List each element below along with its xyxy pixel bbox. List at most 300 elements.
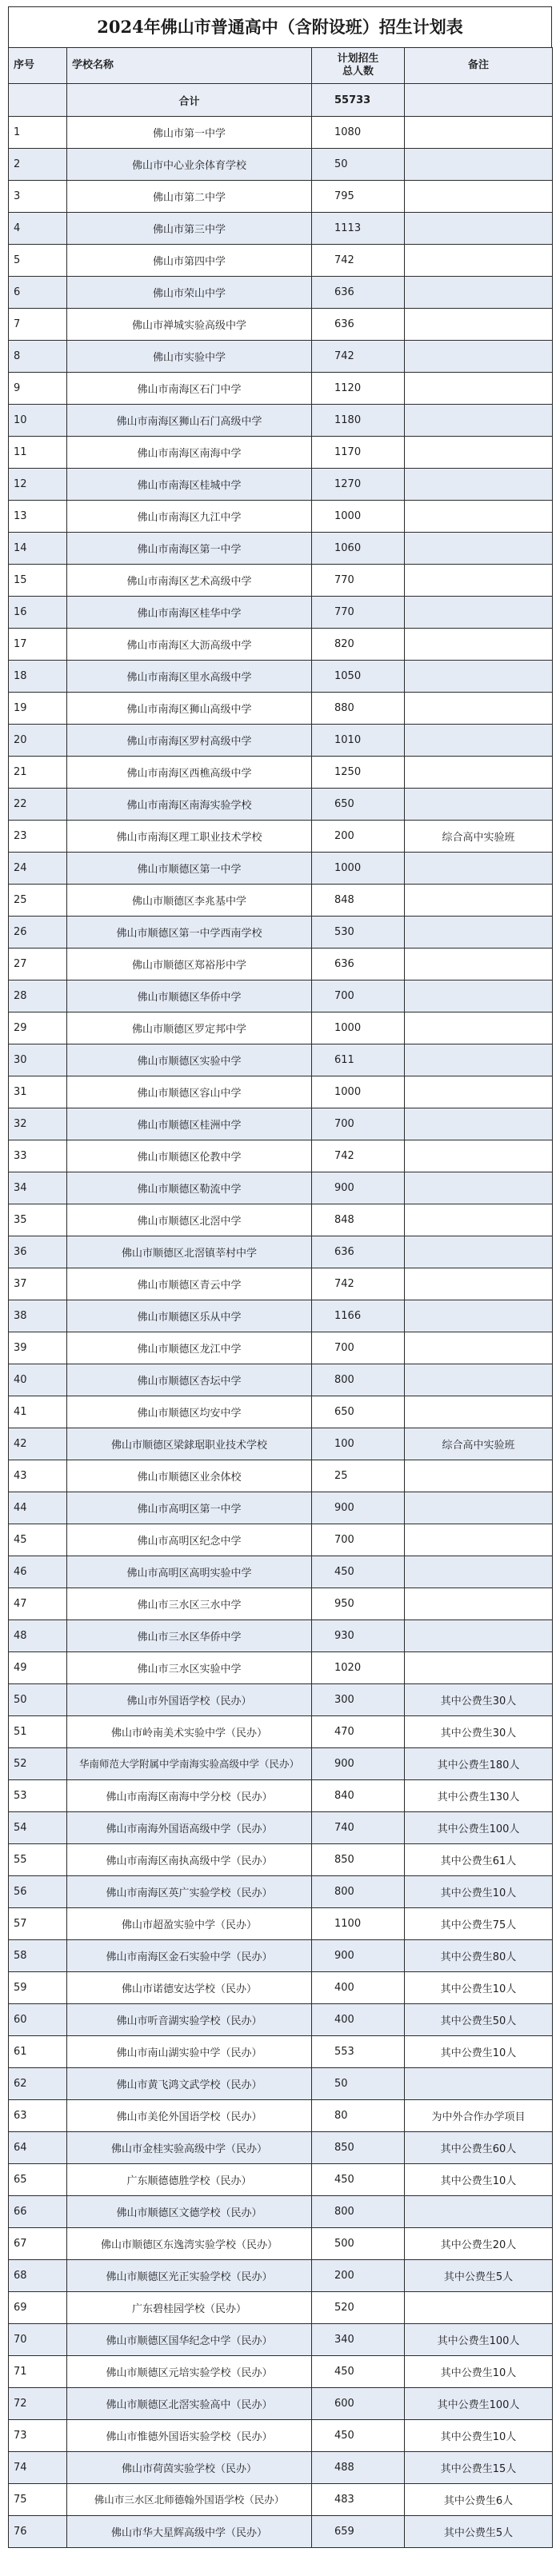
row-no-cell: 72: [9, 2388, 67, 2420]
table-row: [9, 1908, 553, 1940]
remarks-cell: [405, 181, 553, 213]
planned-total-cell: 800: [312, 1364, 405, 1396]
planned-total-cell: 450: [312, 1556, 405, 1588]
row-no-cell: 37: [9, 1268, 67, 1300]
table-row: [9, 1684, 553, 1716]
table-row: [9, 1428, 553, 1460]
planned-total-cell: 1080: [312, 117, 405, 149]
total-row: [9, 84, 553, 117]
planned-total-cell: 80: [312, 2100, 405, 2132]
remarks-cell: [405, 405, 553, 437]
planned-total-cell: 400: [312, 1972, 405, 2004]
table-row: [9, 661, 553, 693]
school-name-cell: 佛山市顺德区华侨中学: [67, 980, 312, 1012]
table-row: [9, 1620, 553, 1652]
planned-total-cell: 530: [312, 917, 405, 949]
school-name-cell: 佛山市南海区理工职业技术学校: [67, 821, 312, 853]
table-row: [9, 2100, 553, 2132]
planned-total-cell: 770: [312, 565, 405, 597]
table-row: [9, 1460, 553, 1492]
table-row: [9, 725, 553, 757]
table-row: [9, 2004, 553, 2036]
remarks-cell: [405, 1076, 553, 1108]
school-name-cell: 佛山市顺德区第一中学西南学校: [67, 917, 312, 949]
school-name-cell: 佛山市顺德区杏坛中学: [67, 1364, 312, 1396]
school-name-cell: 佛山市第四中学: [67, 245, 312, 277]
school-name-cell: 佛山市实验中学: [67, 341, 312, 373]
school-name-cell: 佛山市顺德区均安中学: [67, 1396, 312, 1428]
remarks-cell: [405, 341, 553, 373]
table-row: [9, 1588, 553, 1620]
table-row: [9, 245, 553, 277]
header-planned-total: [312, 48, 405, 84]
table-row: [9, 2196, 553, 2228]
planned-total-cell: 742: [312, 1268, 405, 1300]
table-row: [9, 2260, 553, 2292]
table-row: [9, 149, 553, 181]
planned-total-cell: 300: [312, 1684, 405, 1716]
school-name-cell: 佛山市顺德区文德学校（民办）: [67, 2196, 312, 2228]
planned-total-cell: 636: [312, 309, 405, 341]
row-no-cell: 75: [9, 2484, 67, 2516]
remarks-cell: 综合高中实验班: [405, 1428, 553, 1460]
planned-total-cell: 930: [312, 1620, 405, 1652]
planned-total-cell: 800: [312, 1876, 405, 1908]
planned-total-cell: 1170: [312, 437, 405, 469]
table-row: [9, 1844, 553, 1876]
remarks-cell: [405, 789, 553, 821]
row-no-cell: 67: [9, 2228, 67, 2260]
remarks-cell: [405, 1364, 553, 1396]
school-name-cell: 佛山市南海区南海中学: [67, 437, 312, 469]
planned-total-cell: 900: [312, 1940, 405, 1972]
planned-total-cell: 1113: [312, 213, 405, 245]
school-name-cell: 佛山市三水区北师德翰外国语学校（民办）: [67, 2484, 312, 2516]
planned-total-cell: 450: [312, 2420, 405, 2452]
remarks-cell: [405, 565, 553, 597]
planned-total-cell: 1000: [312, 853, 405, 885]
row-no-cell: 36: [9, 1236, 67, 1268]
table-row: [9, 309, 553, 341]
table-row: [9, 2036, 553, 2068]
remarks-cell: 综合高中实验班: [405, 821, 553, 853]
table-row: [9, 1012, 553, 1044]
remarks-cell: [405, 277, 553, 309]
remarks-cell: [405, 980, 553, 1012]
row-no-cell: 34: [9, 1172, 67, 1204]
table-row: [9, 2484, 553, 2516]
planned-total-cell: 1100: [312, 1908, 405, 1940]
planned-total-cell: 400: [312, 2004, 405, 2036]
row-no-cell: 14: [9, 533, 67, 565]
row-no-cell: 17: [9, 629, 67, 661]
remarks-cell: 其中公费生30人: [405, 1684, 553, 1716]
school-name-cell: 佛山市惟德外国语实验学校（民办）: [67, 2420, 312, 2452]
row-no-cell: 20: [9, 725, 67, 757]
school-name-cell: 佛山市南海区九江中学: [67, 501, 312, 533]
row-no-cell: 57: [9, 1908, 67, 1940]
table-row: [9, 117, 553, 149]
table-row: [9, 1876, 553, 1908]
planned-total-cell: 340: [312, 2324, 405, 2356]
row-no-cell: 31: [9, 1076, 67, 1108]
remarks-cell: 其中公费生60人: [405, 2132, 553, 2164]
school-name-cell: 佛山市高明区纪念中学: [67, 1524, 312, 1556]
remarks-cell: [405, 629, 553, 661]
school-name-cell: 佛山市南海区南执高级中学（民办）: [67, 1844, 312, 1876]
row-no-cell: 28: [9, 980, 67, 1012]
remarks-cell: 其中公费生10人: [405, 2420, 553, 2452]
table-row: [9, 980, 553, 1012]
school-name-cell: 佛山市岭南美术实验中学（民办）: [67, 1716, 312, 1748]
planned-total-cell: 50: [312, 149, 405, 181]
row-no-cell: 66: [9, 2196, 67, 2228]
remarks-cell: [405, 1556, 553, 1588]
row-no-cell: 54: [9, 1812, 67, 1844]
school-name-cell: 佛山市顺德区伦教中学: [67, 1140, 312, 1172]
row-no-cell: 8: [9, 341, 67, 373]
school-name-cell: 佛山市南山湖实验中学（民办）: [67, 2036, 312, 2068]
remarks-cell: [405, 437, 553, 469]
enrollment-plan-sheet: [8, 6, 552, 2548]
planned-total-cell: 1270: [312, 469, 405, 501]
row-no-cell: 35: [9, 1204, 67, 1236]
table-row: [9, 1172, 553, 1204]
table-row: [9, 533, 553, 565]
remarks-cell: [405, 533, 553, 565]
remarks-cell: [405, 725, 553, 757]
row-no-cell: 73: [9, 2420, 67, 2452]
row-no-cell: 19: [9, 693, 67, 725]
row-no-cell: 10: [9, 405, 67, 437]
planned-total-cell: 1060: [312, 533, 405, 565]
remarks-cell: [405, 853, 553, 885]
total-label: 合计: [67, 84, 312, 117]
school-name-cell: 佛山市荷茵实验学校（民办）: [67, 2452, 312, 2484]
school-name-cell: 佛山市顺德区李兆基中学: [67, 885, 312, 917]
school-name-cell: 佛山市南海区里水高级中学: [67, 661, 312, 693]
planned-total-cell: 950: [312, 1588, 405, 1620]
row-no-cell: 59: [9, 1972, 67, 2004]
planned-total-cell: 650: [312, 789, 405, 821]
school-name-cell: 佛山市南海区南海实验学校: [67, 789, 312, 821]
table-row: [9, 1204, 553, 1236]
remarks-cell: 其中公费生100人: [405, 2388, 553, 2420]
school-name-cell: 佛山市诺德安达学校（民办）: [67, 1972, 312, 2004]
row-no-cell: 25: [9, 885, 67, 917]
planned-total-cell: 200: [312, 2260, 405, 2292]
planned-total-cell: 470: [312, 1716, 405, 1748]
school-name-cell: 佛山市三水区三水中学: [67, 1588, 312, 1620]
header-planned-total-line2: 总人数: [342, 66, 374, 78]
planned-total-cell: 636: [312, 949, 405, 980]
table-row: [9, 2132, 553, 2164]
row-no-cell: 63: [9, 2100, 67, 2132]
school-name-cell: 佛山市高明区高明实验中学: [67, 1556, 312, 1588]
table-row: [9, 821, 553, 853]
planned-total-cell: 1180: [312, 405, 405, 437]
planned-total-cell: 553: [312, 2036, 405, 2068]
row-no-cell: 68: [9, 2260, 67, 2292]
table-row: [9, 2516, 553, 2548]
table-row: [9, 1524, 553, 1556]
school-name-cell: 佛山市南海区桂华中学: [67, 597, 312, 629]
table-row: [9, 373, 553, 405]
header-row: [9, 48, 553, 84]
enrollment-plan-table: [8, 47, 553, 2548]
row-no-cell: 74: [9, 2452, 67, 2484]
table-row: [9, 565, 553, 597]
row-no-cell: 58: [9, 1940, 67, 1972]
table-row: [9, 501, 553, 533]
school-name-cell: 佛山市顺德区光正实验学校（民办）: [67, 2260, 312, 2292]
school-name-cell: 佛山市黄飞鸿文武学校（民办）: [67, 2068, 312, 2100]
remarks-cell: 其中公费生50人: [405, 2004, 553, 2036]
row-no-cell: 5: [9, 245, 67, 277]
table-row: [9, 2292, 553, 2324]
remarks-cell: [405, 245, 553, 277]
table-row: [9, 2228, 553, 2260]
table-row: [9, 1652, 553, 1684]
row-no-cell: 27: [9, 949, 67, 980]
remarks-cell: [405, 693, 553, 725]
remarks-cell: [405, 373, 553, 405]
school-name-cell: 佛山市南海区艺术高级中学: [67, 565, 312, 597]
row-no-cell: 24: [9, 853, 67, 885]
remarks-cell: [405, 1492, 553, 1524]
table-row: [9, 885, 553, 917]
table-row: [9, 213, 553, 245]
planned-total-cell: 25: [312, 1460, 405, 1492]
page-title: 2024年佛山市普通高中（含附设班）招生计划表: [8, 6, 552, 47]
table-row: [9, 437, 553, 469]
header-no: 序号: [9, 48, 67, 84]
remarks-cell: [405, 1172, 553, 1204]
school-name-cell: 佛山市顺德区罗定邦中学: [67, 1012, 312, 1044]
school-name-cell: 佛山市第一中学: [67, 117, 312, 149]
remarks-cell: [405, 661, 553, 693]
row-no-cell: 40: [9, 1364, 67, 1396]
remarks-cell: 为中外合作办学项目: [405, 2100, 553, 2132]
row-no-cell: 44: [9, 1492, 67, 1524]
remarks-cell: 其中公费生5人: [405, 2516, 553, 2548]
planned-total-cell: 700: [312, 1524, 405, 1556]
school-name-cell: 佛山市顺德区北滘镇莘村中学: [67, 1236, 312, 1268]
school-name-cell: 佛山市南海区西樵高级中学: [67, 757, 312, 789]
remarks-cell: [405, 2292, 553, 2324]
table-row: [9, 1780, 553, 1812]
row-no-cell: 15: [9, 565, 67, 597]
planned-total-cell: 1166: [312, 1300, 405, 1332]
planned-total-cell: 700: [312, 1332, 405, 1364]
school-name-cell: 佛山市南海外国语高级中学（民办）: [67, 1812, 312, 1844]
total-note-cell: [405, 84, 553, 117]
table-row: [9, 949, 553, 980]
school-name-cell: 佛山市南海区狮山高级中学: [67, 693, 312, 725]
planned-total-cell: 611: [312, 1044, 405, 1076]
planned-total-cell: 795: [312, 181, 405, 213]
row-no-cell: 11: [9, 437, 67, 469]
table-row: [9, 2356, 553, 2388]
row-no-cell: 29: [9, 1012, 67, 1044]
school-name-cell: 佛山市顺德区容山中学: [67, 1076, 312, 1108]
planned-total-cell: 850: [312, 1844, 405, 1876]
planned-total-cell: 740: [312, 1812, 405, 1844]
school-name-cell: 佛山市顺德区东逸湾实验学校（民办）: [67, 2228, 312, 2260]
row-no-cell: 70: [9, 2324, 67, 2356]
remarks-cell: [405, 213, 553, 245]
row-no-cell: 9: [9, 373, 67, 405]
remarks-cell: [405, 885, 553, 917]
school-name-cell: 佛山市顺德区勒流中学: [67, 1172, 312, 1204]
school-name-cell: 佛山市顺德区青云中学: [67, 1268, 312, 1300]
remarks-cell: 其中公费生20人: [405, 2228, 553, 2260]
planned-total-cell: 488: [312, 2452, 405, 2484]
table-row: [9, 1236, 553, 1268]
planned-total-cell: 520: [312, 2292, 405, 2324]
planned-total-cell: 900: [312, 1172, 405, 1204]
table-row: [9, 789, 553, 821]
row-no-cell: 62: [9, 2068, 67, 2100]
remarks-cell: 其中公费生10人: [405, 2356, 553, 2388]
remarks-cell: [405, 2196, 553, 2228]
planned-total-cell: 450: [312, 2164, 405, 2196]
planned-total-cell: 659: [312, 2516, 405, 2548]
school-name-cell: 佛山市顺德区北滘中学: [67, 1204, 312, 1236]
school-name-cell: 佛山市南海区石门中学: [67, 373, 312, 405]
table-row: [9, 1556, 553, 1588]
table-row: [9, 1492, 553, 1524]
planned-total-cell: 1120: [312, 373, 405, 405]
row-no-cell: 53: [9, 1780, 67, 1812]
table-row: [9, 469, 553, 501]
planned-total-cell: 848: [312, 1204, 405, 1236]
school-name-cell: 佛山市荣山中学: [67, 277, 312, 309]
table-row: [9, 2164, 553, 2196]
remarks-cell: [405, 1236, 553, 1268]
total-value: 55733: [312, 84, 405, 117]
school-name-cell: 佛山市南海区第一中学: [67, 533, 312, 565]
table-row: [9, 1300, 553, 1332]
planned-total-cell: 600: [312, 2388, 405, 2420]
row-no-cell: 39: [9, 1332, 67, 1364]
planned-total-cell: 900: [312, 1748, 405, 1780]
table-row: [9, 1396, 553, 1428]
planned-total-cell: 636: [312, 1236, 405, 1268]
remarks-cell: 其中公费生130人: [405, 1780, 553, 1812]
planned-total-cell: 840: [312, 1780, 405, 1812]
school-name-cell: 广东顺德德胜学校（民办）: [67, 2164, 312, 2196]
table-row: [9, 1076, 553, 1108]
table-row: [9, 853, 553, 885]
row-no-cell: 49: [9, 1652, 67, 1684]
row-no-cell: 50: [9, 1684, 67, 1716]
row-no-cell: 12: [9, 469, 67, 501]
remarks-cell: [405, 1108, 553, 1140]
table-row: [9, 1332, 553, 1364]
planned-total-cell: 742: [312, 1140, 405, 1172]
remarks-cell: 其中公费生10人: [405, 2036, 553, 2068]
planned-total-cell: 800: [312, 2196, 405, 2228]
row-no-cell: 56: [9, 1876, 67, 1908]
remarks-cell: 其中公费生30人: [405, 1716, 553, 1748]
remarks-cell: [405, 309, 553, 341]
remarks-cell: 其中公费生6人: [405, 2484, 553, 2516]
table-row: [9, 2452, 553, 2484]
row-no-cell: 46: [9, 1556, 67, 1588]
table-row: [9, 341, 553, 373]
school-name-cell: 佛山市南海区南海中学分校（民办）: [67, 1780, 312, 1812]
planned-total-cell: 200: [312, 821, 405, 853]
table-row: [9, 1364, 553, 1396]
table-row: [9, 1972, 553, 2004]
school-name-cell: 佛山市顺德区桂洲中学: [67, 1108, 312, 1140]
table-row: [9, 1812, 553, 1844]
row-no-cell: 6: [9, 277, 67, 309]
planned-total-cell: 880: [312, 693, 405, 725]
table-row: [9, 597, 553, 629]
header-planned-total-line1: 计划招生: [337, 53, 379, 65]
planned-total-cell: 450: [312, 2356, 405, 2388]
row-no-cell: 23: [9, 821, 67, 853]
school-name-cell: 佛山市顺德区国华纪念中学（民办）: [67, 2324, 312, 2356]
planned-total-cell: 770: [312, 597, 405, 629]
remarks-cell: [405, 1140, 553, 1172]
row-no-cell: 51: [9, 1716, 67, 1748]
school-name-cell: 佛山市超盈实验中学（民办）: [67, 1908, 312, 1940]
remarks-cell: 其中公费生10人: [405, 1972, 553, 2004]
row-no-cell: 32: [9, 1108, 67, 1140]
planned-total-cell: 1250: [312, 757, 405, 789]
remarks-cell: [405, 917, 553, 949]
row-no-cell: 48: [9, 1620, 67, 1652]
planned-total-cell: 50: [312, 2068, 405, 2100]
planned-total-cell: 1000: [312, 1076, 405, 1108]
school-name-cell: 佛山市南海区英广实验学校（民办）: [67, 1876, 312, 1908]
remarks-cell: [405, 1300, 553, 1332]
remarks-cell: 其中公费生180人: [405, 1748, 553, 1780]
remarks-cell: [405, 1652, 553, 1684]
planned-total-cell: 500: [312, 2228, 405, 2260]
row-no-cell: 38: [9, 1300, 67, 1332]
remarks-cell: [405, 149, 553, 181]
planned-total-cell: 1000: [312, 501, 405, 533]
table-row: [9, 2388, 553, 2420]
remarks-cell: [405, 597, 553, 629]
school-name-cell: 佛山市顺德区龙江中学: [67, 1332, 312, 1364]
school-name-cell: 佛山市三水区实验中学: [67, 1652, 312, 1684]
table-row: [9, 1044, 553, 1076]
row-no-cell: 52: [9, 1748, 67, 1780]
school-name-cell: 佛山市高明区第一中学: [67, 1492, 312, 1524]
remarks-cell: [405, 1332, 553, 1364]
school-name-cell: 佛山市听音湖实验学校（民办）: [67, 2004, 312, 2036]
row-no-cell: 4: [9, 213, 67, 245]
row-no-cell: 42: [9, 1428, 67, 1460]
remarks-cell: [405, 1524, 553, 1556]
school-name-cell: 佛山市南海区大沥高级中学: [67, 629, 312, 661]
remarks-cell: [405, 1268, 553, 1300]
school-name-cell: 佛山市美伦外国语学校（民办）: [67, 2100, 312, 2132]
row-no-cell: 47: [9, 1588, 67, 1620]
table-row: [9, 629, 553, 661]
remarks-cell: 其中公费生80人: [405, 1940, 553, 1972]
school-name-cell: 佛山市中心业余体育学校: [67, 149, 312, 181]
remarks-cell: 其中公费生15人: [405, 2452, 553, 2484]
school-name-cell: 佛山市顺德区梁銶琚职业技术学校: [67, 1428, 312, 1460]
table-row: [9, 693, 553, 725]
row-no-cell: 7: [9, 309, 67, 341]
